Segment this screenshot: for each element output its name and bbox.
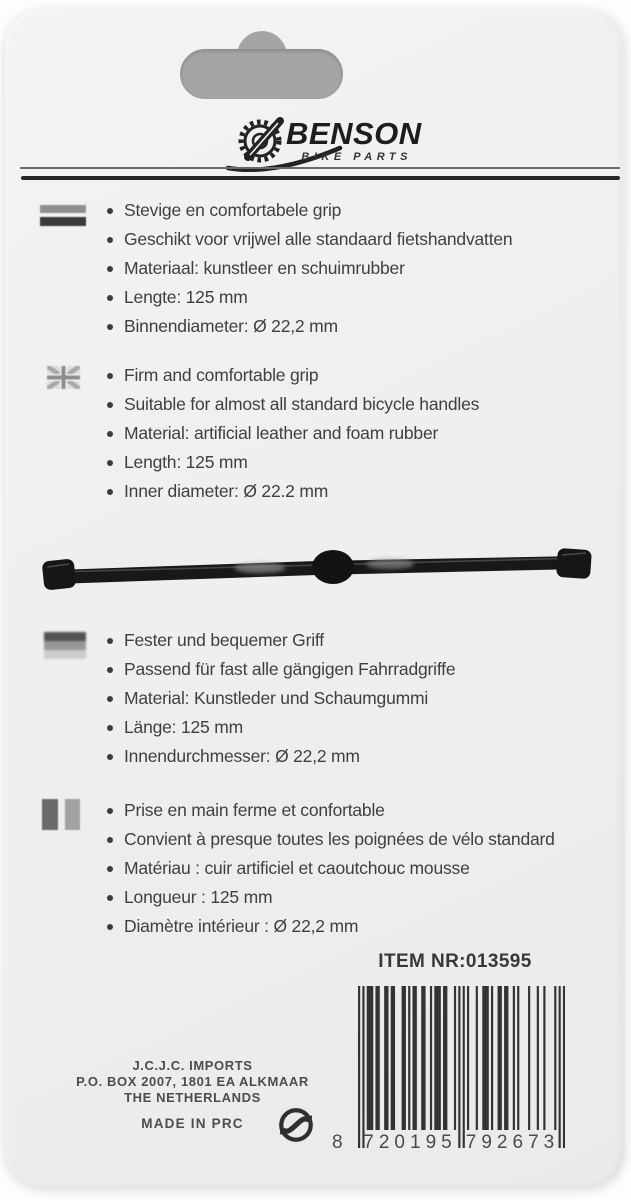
brand-tagline: BIKE PARTS xyxy=(301,151,412,163)
bullet-item: Firm and comfortable grip xyxy=(124,361,604,390)
bullet-item: Length: 125 mm xyxy=(124,448,604,477)
bullet-item: Passend für fast alle gängigen Fahrradgriffe xyxy=(124,655,604,684)
bullet-list-dutch xyxy=(124,196,604,341)
uk-flag-icon xyxy=(47,366,80,394)
bullet-item: Longueur : 125 mm xyxy=(124,883,604,912)
barcode-digits: 720195 xyxy=(363,1132,457,1153)
bullet-item: Fester und bequemer Griff xyxy=(124,626,604,655)
germany-flag-icon xyxy=(44,632,86,659)
importer-address xyxy=(55,1058,330,1106)
bullet-item: Prise en main ferme et confortable xyxy=(124,796,604,825)
bullet-list-french xyxy=(124,796,604,941)
bullet-list-german xyxy=(124,626,604,771)
bullet-item: Innendurchmesser: Ø 22,2 mm xyxy=(124,742,604,771)
bullet-item: Material: Kunstleder und Schaumgummi xyxy=(124,684,604,713)
brand-block xyxy=(286,116,422,163)
item-number: ITEM NR:013595 xyxy=(378,951,532,972)
importer-line: P.O. BOX 2007, 1801 EA ALKMAAR xyxy=(76,1074,309,1089)
importer-line: THE NETHERLANDS xyxy=(124,1090,261,1105)
bullet-item: Inner diameter: Ø 22.2 mm xyxy=(124,477,604,506)
barcode xyxy=(332,986,565,1162)
bullet-item: Binnendiameter: Ø 22,2 mm xyxy=(124,312,604,341)
bullet-item: Matériau : cuir artificiel et caoutchouc mousse xyxy=(124,854,604,883)
barcode-digits: 792673 xyxy=(465,1132,560,1153)
brand-name: BENSON xyxy=(286,116,422,151)
bullet-item: Materiaal: kunstleer en schuimrubber xyxy=(124,254,604,283)
bullet-list-english xyxy=(124,361,604,506)
bullet-item: Convient à presque toutes les poignées de vélo standard xyxy=(124,825,604,854)
bullet-item: Geschikt voor vrijwel alle standaard fietshandvatten xyxy=(124,225,604,254)
divider-line xyxy=(20,167,620,169)
bullet-item: Länge: 125 mm xyxy=(124,713,604,742)
grip-rod-product xyxy=(35,543,600,603)
bullet-item: Material: artificial leather and foam rubber xyxy=(124,419,604,448)
importer-line: J.C.J.C. IMPORTS xyxy=(132,1058,253,1073)
hang-slot xyxy=(180,49,343,99)
bullet-item: Lengte: 125 mm xyxy=(124,283,604,312)
france-flag-icon xyxy=(42,799,82,830)
bullet-item: Diamètre intérieur : Ø 22,2 mm xyxy=(124,912,604,941)
bullet-item: Suitable for almost all standard bicycle handles xyxy=(124,390,604,419)
bullet-item: Stevige en comfortabele grip xyxy=(124,196,604,225)
green-dot-recycle-icon xyxy=(277,1106,315,1149)
barcode-bars xyxy=(358,986,565,1148)
divider-line xyxy=(21,176,620,180)
barcode-digits: 8 xyxy=(332,1132,343,1153)
netherlands-flag-icon xyxy=(40,204,86,228)
made-in-label: MADE IN PRC xyxy=(141,1116,244,1131)
